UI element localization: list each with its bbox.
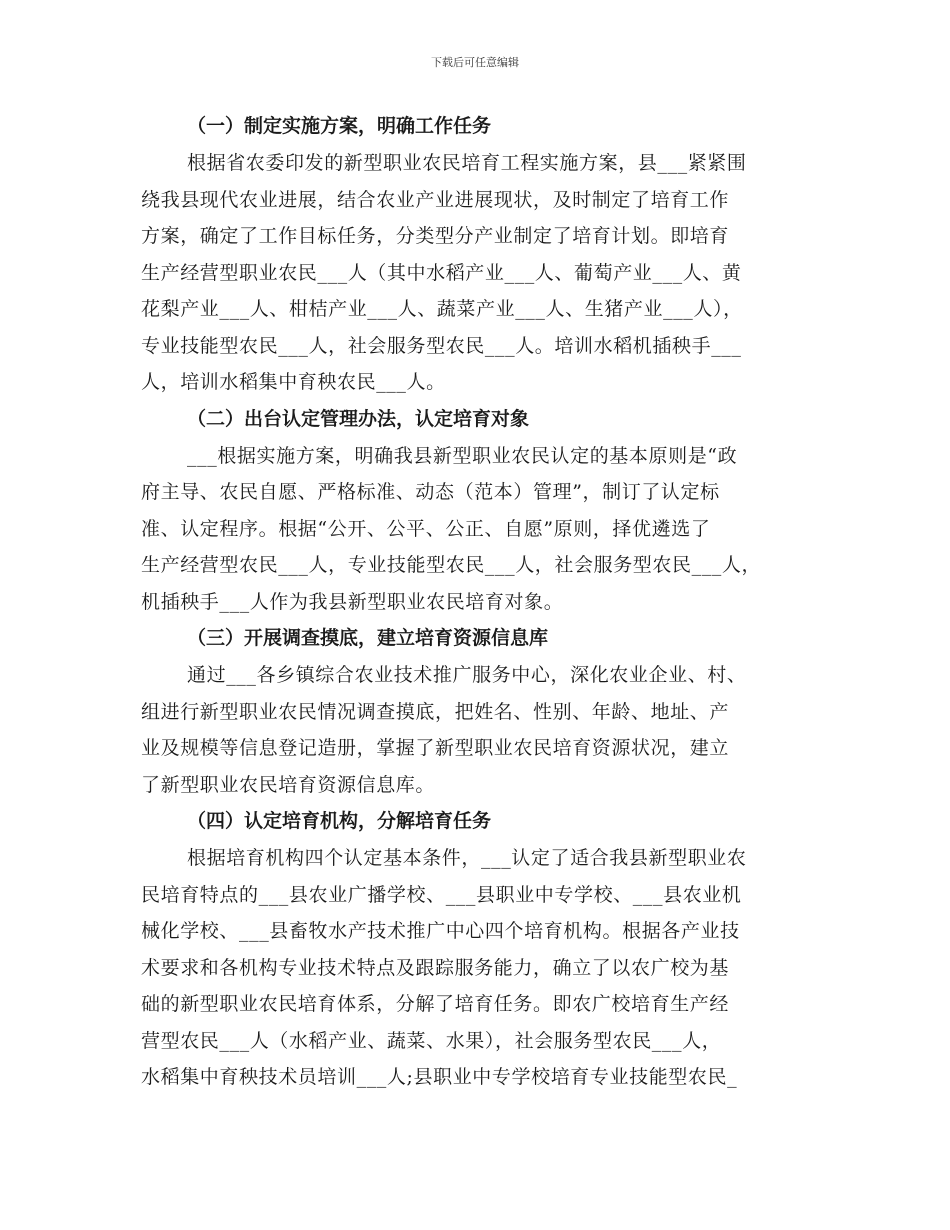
paragraph-line: ___根据实施方案，明确我县新型职业农民认定的基本原则是“政 (187, 444, 738, 467)
paragraph-line: 术要求和各机构专业技术特点及跟踪服务能力，确立了以农广校为基 (141, 956, 730, 979)
paragraph-line: 府主导、农民自愿、严格标准、动态（范本）管理”，制订了认定标 (141, 481, 720, 503)
page-header: 下载后可任意编辑 (431, 56, 519, 69)
paragraph-line: 械化学校、___县畜牧水产技术推广中心四个培育机构。根据各产业技 (141, 920, 740, 942)
paragraph-line: 生产经营型农民___人，专业技能型农民___人，社会服务型农民___人， (141, 554, 762, 576)
paragraph-line: 民培育特点的___县农业广播学校、___县职业中专学校、___县农业机 (141, 883, 742, 906)
paragraph-line: 根据省农委印发的新型职业农民培育工程实施方案，县___紧紧围 (187, 152, 747, 174)
paragraph-line: 人，培训水稻集中育秧农民___人。 (141, 371, 446, 393)
paragraph-line: 组进行新型职业农民情况调查摸底，把姓名、性别、年龄、地址、产 (141, 700, 730, 723)
paragraph-line: 水稻集中育秧技术员培训___人;县职业中专学校培育专业技能型农民_ (141, 1066, 738, 1088)
section-heading: （一）制定实施方案，明确工作任务 (187, 115, 492, 137)
document-body (141, 108, 811, 1096)
paragraph-line: 花梨产业___人、柑桔产业___人、蔬菜产业___人、生猪产业___人）， (141, 298, 743, 320)
paragraph-line: 根据培育机构四个认定基本条件，___认定了适合我县新型职业农 (187, 847, 747, 869)
paragraph-line: 准、认定程序。根据“公开、公平、公正、自愿”原则，择优遴选了 (141, 517, 711, 540)
section-paragraph (141, 438, 811, 621)
paragraph-line: 专业技能型农民___人，社会服务型农民___人。培训水稻机插秧手___ (141, 334, 742, 357)
paragraph-line: 绕我县现代农业进展，结合农业产业进展现状，及时制定了培育工作 (141, 188, 730, 211)
section-paragraph (141, 145, 811, 401)
paragraph-line: 生产经营型职业农民___人（其中水稻产业___人、葡萄产业___人、黄 (141, 261, 742, 284)
paragraph-line: 机插秧手___人作为我县新型职业农民培育对象。 (141, 590, 564, 613)
paragraph-line: 方案，确定了工作目标任务，分类型分产业制定了培育计划。即培育 (141, 225, 730, 247)
paragraph-line: 础的新型职业农民培育体系，分解了培育任务。即农广校培育生产经 (141, 993, 730, 1015)
section-paragraph (141, 657, 811, 803)
section-paragraph (141, 840, 811, 1096)
section-heading: （四）认定培育机构，分解培育任务 (187, 810, 492, 832)
paragraph-line: 业及规模等信息登记造册，掌握了新型职业农民培育资源状况，建立 (141, 737, 730, 759)
paragraph-line: 营型农民___人（水稻产业、蔬菜、水果），社会服务型农民___人， (141, 1029, 722, 1052)
section-heading: （三）开展调查摸底，建立培育资源信息库 (187, 627, 549, 649)
section-heading: （二）出台认定管理办法，认定培育对象 (187, 407, 530, 430)
paragraph-line: 了新型职业农民培育资源信息库。 (141, 773, 436, 796)
paragraph-line: 通过___各乡镇综合农业技术推广服务中心，深化农业企业、村、 (187, 664, 747, 686)
